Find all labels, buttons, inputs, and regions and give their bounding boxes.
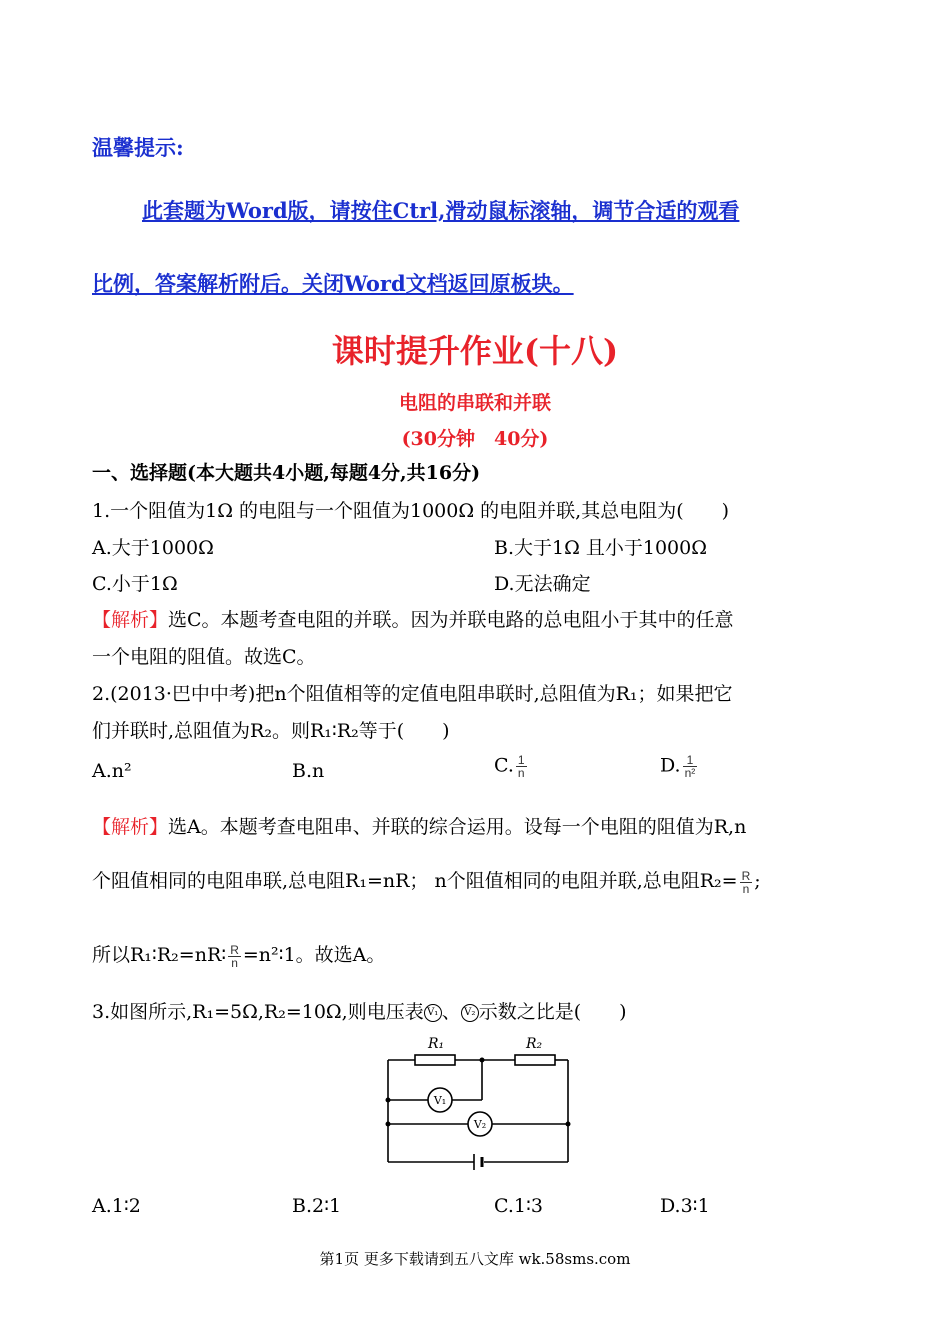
resistor-r1 xyxy=(415,1055,455,1065)
q2-option-c-label: C. xyxy=(494,754,514,777)
fraction-numerator: 1 xyxy=(517,753,525,767)
voltmeter-v2-symbol: V₂ xyxy=(461,1004,479,1022)
time-and-score: (30分钟 40分) xyxy=(401,428,549,450)
fraction-denominator: n xyxy=(517,766,525,780)
q2-option-d-label: D. xyxy=(660,754,681,777)
fraction-1-over-n xyxy=(516,754,527,779)
q1-stem: 1.一个阻值为1Ω 的电阻与一个阻值为1000Ω 的电阻并联,其总电阻为( ) xyxy=(92,500,730,522)
q3-option-b: B.2∶1 xyxy=(292,1195,342,1217)
label-v2: V₂ xyxy=(473,1118,487,1131)
q1-option-c: C.小于1Ω xyxy=(92,573,178,595)
q3-stem-b: 示数之比是( ) xyxy=(478,1001,627,1023)
q2-option-c xyxy=(494,754,529,779)
junction-dot xyxy=(386,1098,391,1103)
label-r2: R₂ xyxy=(526,1036,543,1052)
fraction-denominator: n² xyxy=(684,766,696,780)
q2-analysis xyxy=(92,812,746,839)
tip-title: 温馨提示: xyxy=(92,135,184,160)
q2-option-d xyxy=(660,754,699,779)
q1-option-d: D.无法确定 xyxy=(494,573,591,595)
q2-option-a: A.n² xyxy=(92,760,132,782)
fraction-r-over-n xyxy=(228,944,241,969)
analysis-tag: 【解析】 xyxy=(92,609,169,631)
junction-dot xyxy=(566,1122,571,1127)
q1-option-b: B.大于1Ω 且小于1000Ω xyxy=(494,537,707,559)
fraction-1-over-n-squared xyxy=(683,754,698,779)
q3-option-a: A.1∶2 xyxy=(92,1195,141,1217)
q3-option-d: D.3∶1 xyxy=(660,1195,710,1217)
q1-analysis-text: 选C。本题考查电阻的并联。因为并联电路的总电阻小于其中的任意 xyxy=(168,609,734,631)
junction-dot xyxy=(480,1058,485,1063)
section-heading: 一、选择题(本大题共4小题,每题4分,共16分) xyxy=(92,462,481,484)
q1-analysis-line-2: 一个电阻的阻值。故选C。 xyxy=(92,646,316,668)
fraction-numerator: R xyxy=(741,868,751,883)
q3-separator: 、 xyxy=(441,1001,461,1023)
q3-stem xyxy=(92,997,627,1024)
q1-analysis xyxy=(92,605,734,632)
label-r1: R₁ xyxy=(428,1036,445,1052)
document-title: 课时提升作业(十八) xyxy=(331,332,619,370)
q2-analysis-text: 选A。本题考查电阻串、并联的综合运用。设每一个电阻的阻值为R,n xyxy=(168,816,747,838)
analysis-tag: 【解析】 xyxy=(92,816,169,838)
voltmeter-v1-symbol: V₁ xyxy=(424,1004,442,1022)
fraction-numerator: R xyxy=(230,942,239,957)
resistor-r2 xyxy=(515,1055,555,1065)
fraction-r-over-n xyxy=(740,870,753,895)
q2-analysis-line-2 xyxy=(92,866,761,895)
q2-analysis-line-3-a: 所以R₁∶R₂=nR∶ xyxy=(92,944,227,966)
q3-option-c: C.1∶3 xyxy=(494,1195,544,1217)
q1-option-a: A.大于1000Ω xyxy=(92,537,214,559)
q2-stem-line-2: 们并联时,总阻值为R₂。则R₁∶R₂等于( ) xyxy=(92,720,450,742)
page-footer: 第1页 更多下载请到五八文库 wk.58sms.com xyxy=(319,1250,631,1268)
junction-dot xyxy=(386,1122,391,1127)
q2-stem-line-1: 2.(2013·巴中中考)把n个阻值相等的定值电阻串联时,总阻值为R₁；如果把它 xyxy=(92,683,733,705)
fraction-denominator: n xyxy=(231,955,238,970)
q2-analysis-line-3 xyxy=(92,940,385,969)
circuit-diagram xyxy=(370,1030,590,1170)
q2-analysis-line-2-text: 个阻值相同的电阻串联,总电阻R₁=nR； n个阻值相同的电阻并联,总电阻R₂= xyxy=(92,870,738,892)
q3-stem-a: 3.如图所示,R₁=5Ω,R₂=10Ω,则电压表 xyxy=(92,1001,424,1023)
fraction-numerator: 1 xyxy=(683,754,698,767)
tip-line-1: 此套题为Word版，请按住Ctrl,滑动鼠标滚轴，调节合适的观看 xyxy=(142,198,740,223)
fraction-denominator: n xyxy=(742,881,750,896)
semicolon: ; xyxy=(754,870,761,892)
q2-analysis-line-3-b: =n²∶1。故选A。 xyxy=(242,944,386,966)
document-subtitle: 电阻的串联和并联 xyxy=(398,392,551,414)
tip-line-2: 比例，答案解析附后。关闭Word文档返回原板块。 xyxy=(92,271,574,296)
q2-option-b: B.n xyxy=(292,760,325,782)
label-v1: V₁ xyxy=(433,1094,447,1107)
